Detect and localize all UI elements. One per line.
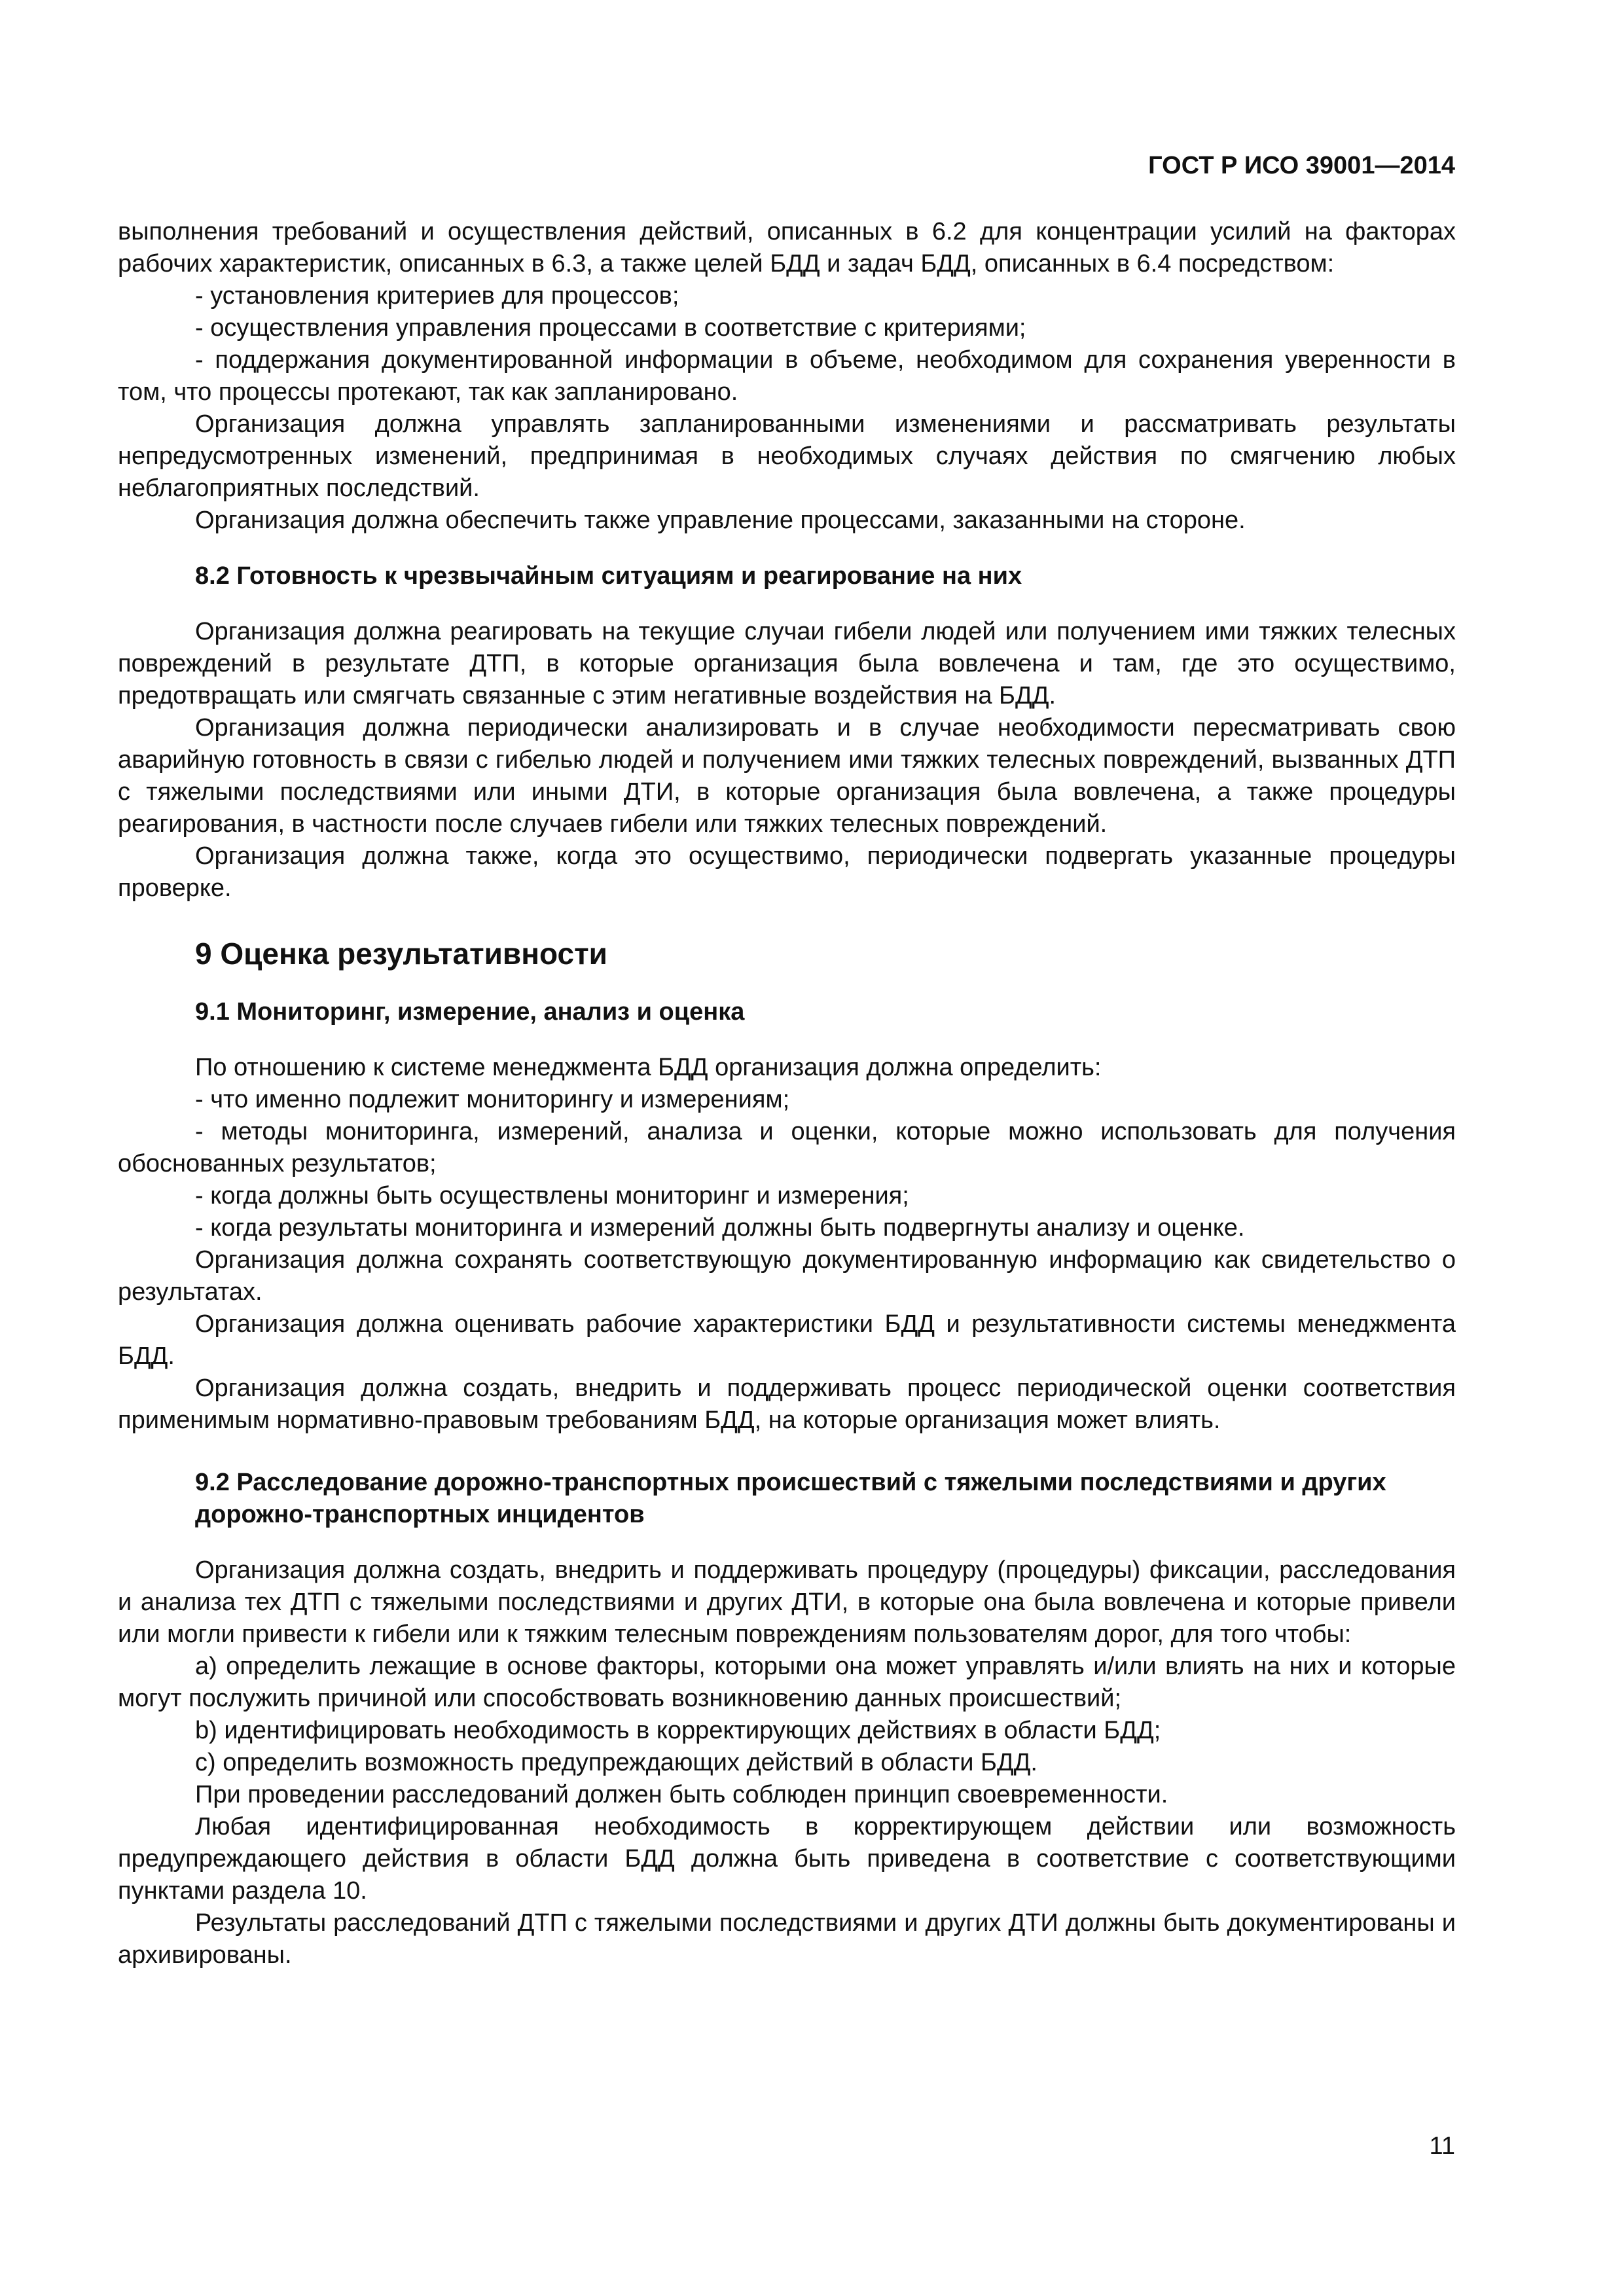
section-list-item: - что именно подлежит мониторингу и измерениям; (195, 1086, 790, 1113)
intro-paragraph: выполнения требований и осуществления действий, описанных в 6.2 для концентрации усилий на факторах рабочих характеристик, описанных в 6.3, а также целей БДД и задач БДД, описанных в 6.4 посредством: (118, 218, 1456, 278)
section-list-item: а) определить лежащие в основе факторы, которыми она может управлять и/или влиять на них и которые могут послужить причиной или способствовать возникновению данных происшествий; (118, 1653, 1456, 1712)
section-heading-8-2: 8.2 Готовность к чрезвычайным ситуациям и реагирование на них (195, 562, 1022, 590)
document-body (118, 216, 1456, 1971)
intro-list-item: - установления критериев для процессов; (195, 282, 679, 310)
section-list-item: с) определить возможность предупреждающих действий в области БДД. (195, 1749, 1038, 1776)
document-header: ГОСТ Р ИСО 39001—2014 (1148, 152, 1455, 179)
section-paragraph: Организация должна создать, внедрить и поддерживать процесс периодической оценки соответствия применимым нормативно-правовым требованиям БДД, на которые организация может влиять. (118, 1374, 1456, 1434)
section-paragraph: Организация должна также, когда это осуществимо, периодически подвергать указанные процедуры проверке. (118, 842, 1456, 902)
section-heading-9-1: 9.1 Мониторинг, измерение, анализ и оценка (195, 998, 745, 1026)
intro-paragraph: Организация должна управлять запланированными изменениями и рассматривать результаты непредусмотренных изменений, предпринимая в необходимых случаях действия по смягчению любых неблагоприятных последствий. (118, 410, 1456, 502)
section-paragraph: Организация должна периодически анализировать и в случае необходимости пересматривать свою аварийную готовность в связи с гибелью людей и получением ими тяжких телесных повреждений, вызванных ДТП с тяжелыми последствиями или иными ДТИ, в которые организация была вовлечена, а также процедуры реагирования, в частности после случаев гибели или тяжких телесных повреждений. (118, 714, 1456, 838)
intro-list-item: - осуществления управления процессами в соответствие с критериями; (195, 314, 1026, 342)
intro-list-item: - поддержания документированной информации в объеме, необходимом для сохранения уверенности в том, что процессы протекают, так как запланировано. (118, 346, 1456, 406)
section-paragraph: При проведении расследований должен быть соблюден принцип своевременности. (195, 1781, 1168, 1808)
intro-paragraph: Организация должна обеспечить также управление процессами, заказанными на стороне. (195, 507, 1246, 534)
section-paragraph: Организация должна реагировать на текущие случаи гибели людей или получением ими тяжких телесных повреждений в результате ДТП, в которые организация была вовлечена и там, где это осуществимо, предотвращать или смягчать связанные с этим негативные воздействия на БДД. (118, 618, 1456, 709)
section-list-item: b) идентифицировать необходимость в корректирующих действиях в области БДД; (195, 1717, 1161, 1744)
section-paragraph: Любая идентифицированная необходимость в корректирующем действии или возможность предупреждающего действия в области БДД должна быть приведена в соответствие с соответствующими пунктами раздела 10. (118, 1813, 1456, 1905)
section-list-item: - когда результаты мониторинга и измерений должны быть подвергнуты анализу и оценке. (195, 1214, 1245, 1242)
section-paragraph: Организация должна сохранять соответствующую документированную информацию как свидетельство о результатах. (118, 1246, 1456, 1306)
section-heading-9-2: 9.2 Расследование дорожно-транспортных происшествий с тяжелыми последствиями и других дорожно-транспортных инцидентов (195, 1469, 1386, 1528)
section-paragraph: По отношению к системе менеджмента БДД организация должна определить: (195, 1054, 1102, 1081)
section-list-item: - методы мониторинга, измерений, анализа и оценки, которые можно использовать для получения обоснованных результатов; (118, 1118, 1456, 1177)
chapter-heading-9: 9 Оценка результативности (195, 937, 607, 971)
section-paragraph: Результаты расследований ДТП с тяжелыми последствиями и других ДТИ должны быть документированы и архивированы. (118, 1909, 1456, 1969)
section-paragraph: Организация должна создать, внедрить и поддерживать процедуру (процедуры) фиксации, расследования и анализа тех ДТП с тяжелыми последствиями и других ДТИ, в которые она была вовлечена и которые привели или могли привести к гибели или к тяжким телесным повреждениям пользователям дорог, для того чтобы: (118, 1556, 1456, 1648)
section-list-item: - когда должны быть осуществлены мониторинг и измерения; (195, 1182, 909, 1210)
section-paragraph: Организация должна оценивать рабочие характеристики БДД и результативности системы менеджмента БДД. (118, 1310, 1456, 1370)
page-number: 11 (1429, 2132, 1455, 2160)
